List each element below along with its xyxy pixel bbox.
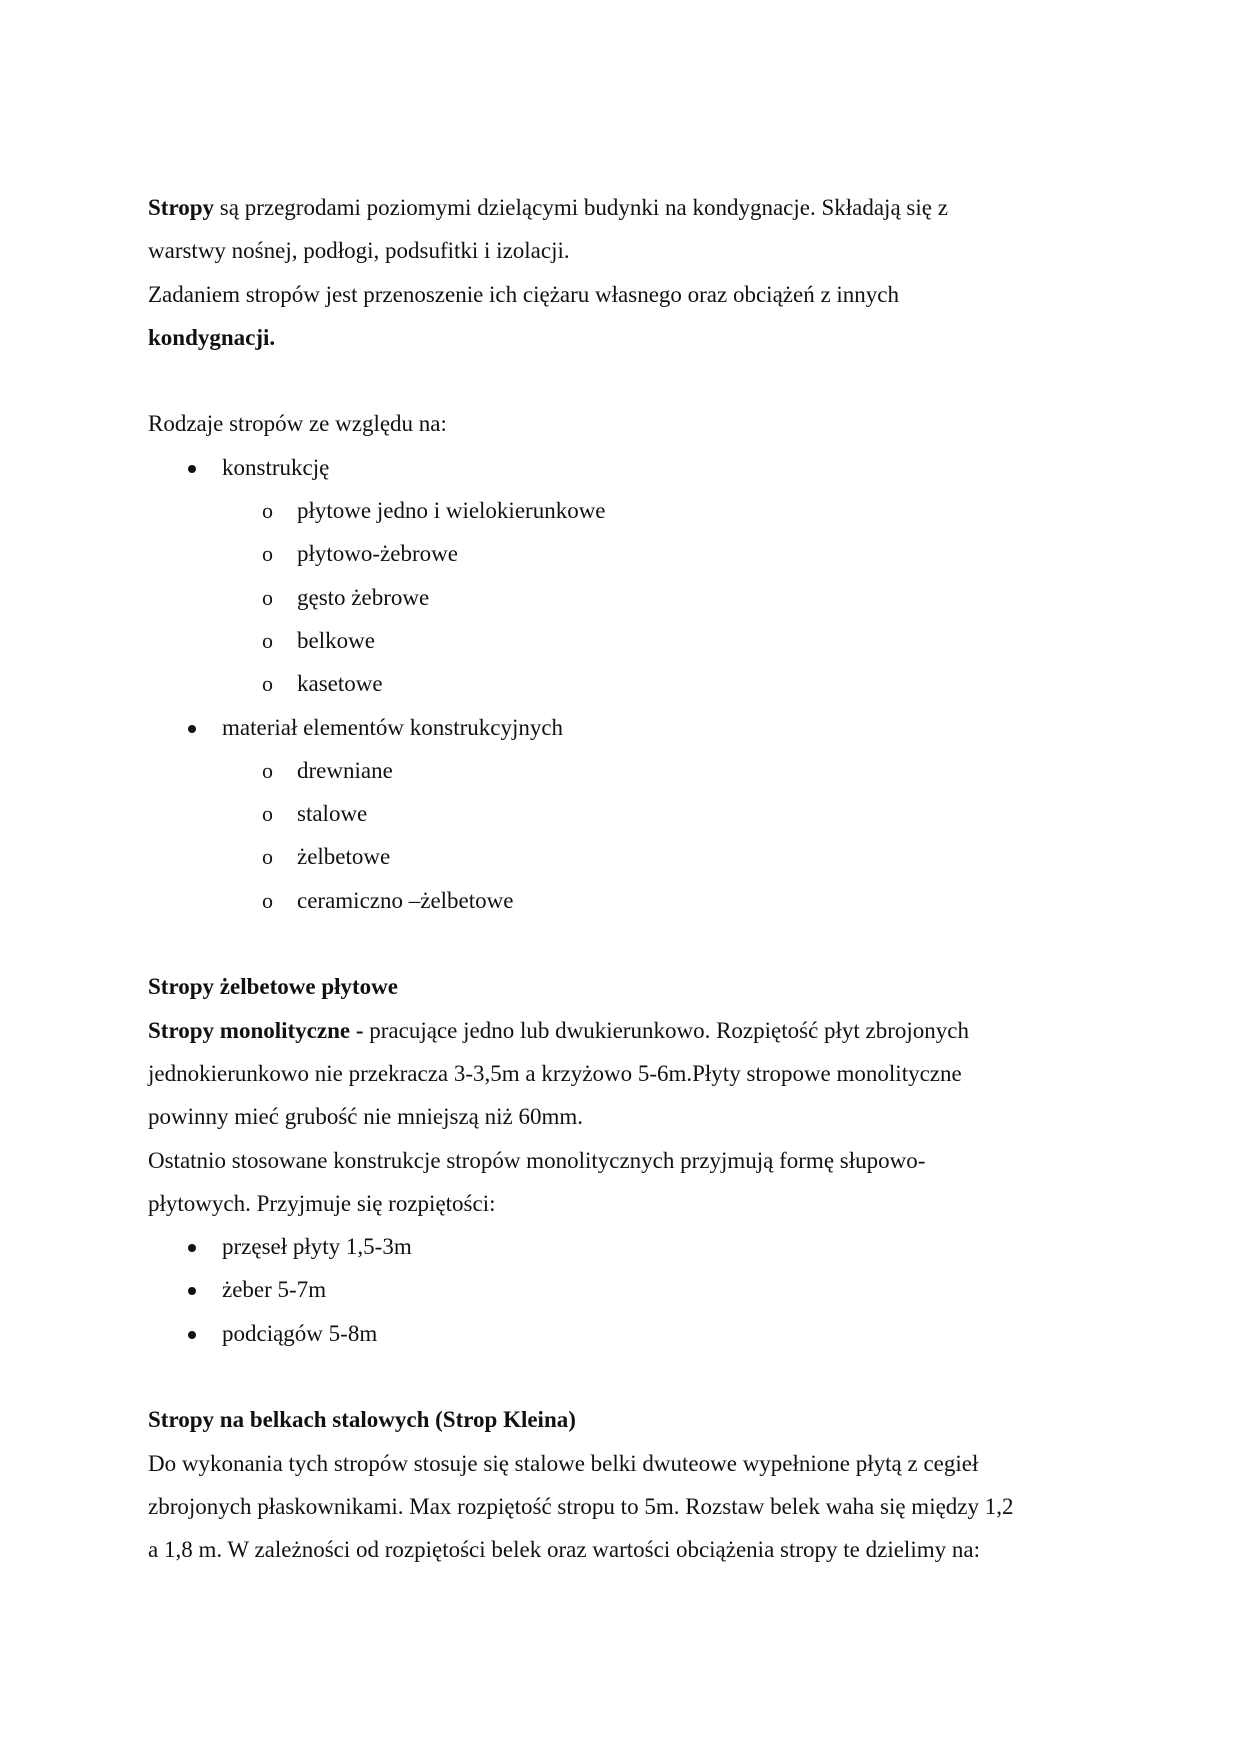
list-subitem [148,489,1108,532]
list-subitem [148,749,1108,792]
klein-line-1: Do wykonania tych stropów stosuje się stalowe belki dwuteowe wypełnione płytą z cegieł [148,1450,979,1476]
list-subitem-label: gęsto żebrowe [297,584,430,610]
bullet-dot-icon [188,465,196,473]
list-item [148,446,1108,489]
section-heading-slab [148,965,1108,1008]
list-item-label: podciągów 5-8m [222,1320,378,1346]
list-subitem-label: płytowo-żebrowe [297,541,458,567]
bullet-dot-icon [188,1331,196,1339]
list-item-label: przęseł płyty 1,5-3m [222,1234,412,1260]
document-body [148,186,1108,1572]
bullet-dot-icon [188,1287,196,1295]
list-item [148,1225,1108,1268]
list-item-label: materiał elementów konstrukcyjnych [222,714,564,740]
slab-line-1-text: pracujące jedno lub dwukierunkowo. Rozpiętość płyt zbrojonych [363,1017,970,1043]
list-subitem-label: stalowe [297,801,368,827]
list-subitem [148,532,1108,575]
list-subitem [148,835,1108,878]
list-item-label: żeber 5-7m [222,1277,327,1303]
bullet-circle-icon: o [262,887,273,913]
bullet-circle-icon: o [262,844,273,870]
slab-line-5: płytowych. Przyjmuje się rozpiętości: [148,1190,496,1216]
list-subitem-label: drewniane [297,757,393,783]
list-item [148,1268,1108,1311]
types-heading: Rodzaje stropów ze względu na: [148,411,447,437]
list-subitem-label: belkowe [297,627,375,653]
bullet-circle-icon: o [262,671,273,697]
bullet-circle-icon: o [262,541,273,567]
paragraph-gap [148,922,1108,965]
section-heading-klein-text: Stropy na belkach stalowych (Strop Kleina) [148,1407,576,1433]
bullet-circle-icon: o [262,627,273,653]
intro-line-3: Zadaniem stropów jest przenoszenie ich ciężaru własnego oraz obciążeń z innych [148,281,900,307]
list-subitem-label: płytowe jedno i wielokierunkowe [297,498,606,524]
slab-line-3: powinny mieć grubość nie mniejszą niż 60mm. [148,1104,583,1130]
list-item-label: konstrukcję [222,454,330,480]
intro-line-4 [148,316,1108,359]
bullet-dot-icon [188,725,196,733]
slab-line-4: Ostatnio stosowane konstrukcje stropów monolitycznych przyjmują formę słupowo- [148,1147,926,1173]
slab-term-bold: Stropy monolityczne - [148,1017,364,1043]
list-subitem-label: kasetowe [297,671,383,697]
paragraph-gap [148,359,1108,402]
bullet-dot-icon [188,1244,196,1252]
section-heading-slab-text: Stropy żelbetowe płytowe [148,974,398,1000]
list-subitem-label: żelbetowe [297,844,391,870]
bullet-circle-icon: o [262,757,273,783]
list-subitem [148,662,1108,705]
list-subitem [148,576,1108,619]
klein-line-3: a 1,8 m. W zależności od rozpiętości belek oraz wartości obciążenia stropy te dzielimy na: [148,1537,980,1563]
paragraph-gap [148,1355,1108,1398]
list-subitem [148,879,1108,922]
list-subitem [148,792,1108,835]
list-item [148,706,1108,749]
section-heading-klein [148,1398,1108,1441]
intro-line-2: warstwy nośnej, podłogi, podsufitki i izolacji. [148,238,570,264]
intro-term-bold: Stropy [148,195,215,220]
bullet-circle-icon: o [262,498,273,524]
intro-line-1-text: są przegrodami poziomymi dzielącymi budynki na kondygnacje. Składają się z [214,195,948,220]
klein-line-2: zbrojonych płaskownikami. Max rozpiętość stropu to 5m. Rozstaw belek waha się między 1,2 [148,1493,1014,1519]
slab-line-2: jednokierunkowo nie przekracza 3-3,5m a krzyżowo 5-6m.Płyty stropowe monolityczne [148,1060,962,1086]
list-item [148,1312,1108,1355]
bullet-circle-icon: o [262,801,273,827]
list-subitem-label: ceramiczno –żelbetowe [297,887,514,913]
bullet-circle-icon: o [262,584,273,610]
list-subitem [148,619,1108,662]
intro-line-4-bold: kondygnacji. [148,324,276,350]
slab-line-1 [148,1009,1108,1052]
intro-line-1 [148,186,1108,229]
